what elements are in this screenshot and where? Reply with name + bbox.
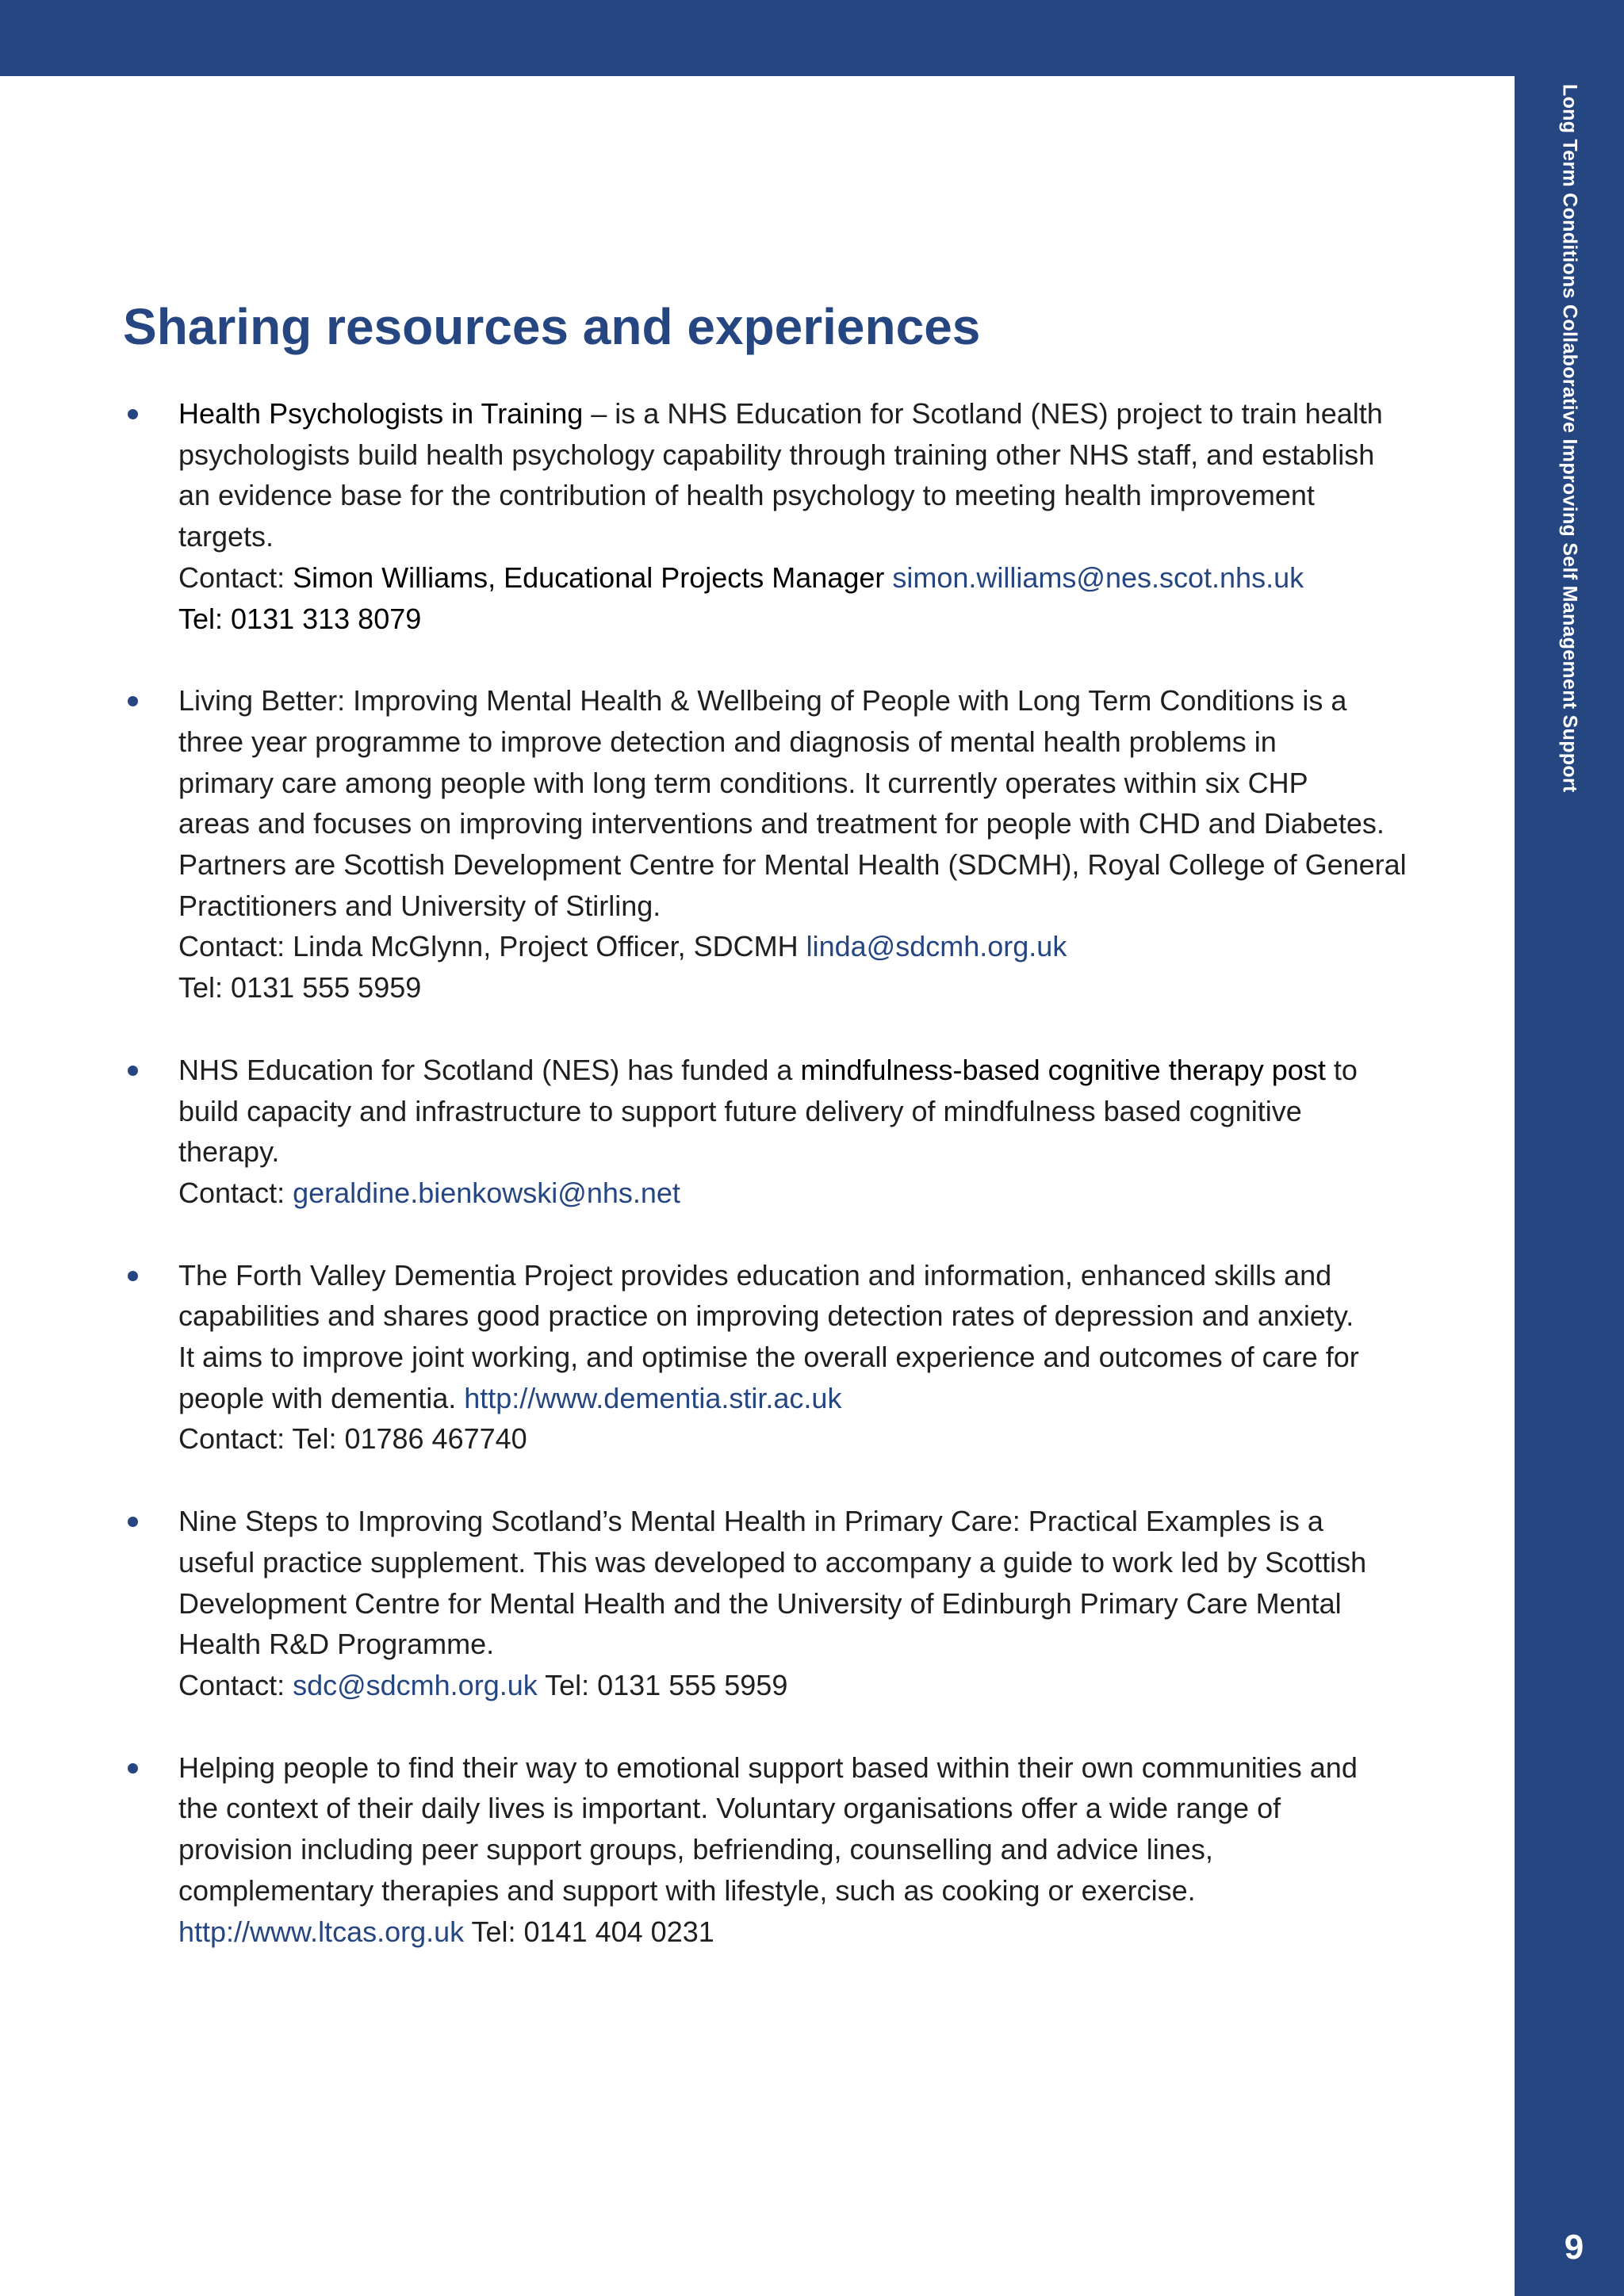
- text-line: [178, 1870, 1455, 1911]
- text-segment: an evidence base for the contribution of health psychology to meeting health improvement: [178, 479, 1315, 512]
- text-line: [178, 1378, 1455, 1419]
- text-segment: three year programme to improve detection and diagnosis of mental health problems in: [178, 725, 1277, 758]
- resource-list: [123, 393, 1455, 1993]
- text-segment: [884, 561, 892, 594]
- text-line: [178, 1255, 1455, 1296]
- text-line: [178, 1542, 1455, 1583]
- sidebar-title: Long Term Conditions Collaborative Improving Self Management Support: [1558, 84, 1581, 793]
- resource-item: [123, 1501, 1455, 1706]
- text-line: [178, 967, 1455, 1008]
- text-line: [178, 680, 1455, 721]
- text-line: [178, 1624, 1455, 1665]
- bullet-icon: [128, 696, 138, 706]
- text-segment: Living Better: Improving Mental Health & Wellbeing of People with Long Term Conditions is a: [178, 684, 1347, 718]
- text-line: [178, 1295, 1455, 1337]
- contact-link[interactable]: http://www.dementia.stir.ac.uk: [464, 1381, 842, 1414]
- text-segment: Tel: 0131 555 5959: [537, 1668, 788, 1701]
- resource-item: [123, 1255, 1455, 1460]
- text-segment: Development Centre for Mental Health and the University of Edinburgh Primary Care Mental: [178, 1586, 1342, 1620]
- bullet-icon: [128, 1517, 138, 1527]
- text-line: [178, 1501, 1455, 1542]
- top-header-band: [0, 0, 1624, 76]
- text-line: [178, 1131, 1455, 1173]
- text-segment: Health Psychologists in Training: [178, 397, 584, 430]
- page-heading: Sharing resources and experiences: [123, 298, 981, 355]
- text-segment: Tel: 0141 404 0231: [464, 1915, 714, 1948]
- text-segment: targets.: [178, 520, 274, 553]
- text-segment: Practitioners and University of Stirling.: [178, 889, 661, 922]
- text-segment: – is a NHS Education for Scotland (NES) project to train health: [583, 397, 1383, 430]
- text-segment: primary care among people with long term conditions. It currently operates within six CHP: [178, 766, 1308, 799]
- text-segment: Tel: 0131 555 5959: [178, 971, 422, 1004]
- text-segment: Helping people to find their way to emotional support based within their own communities and: [178, 1751, 1358, 1784]
- text-line: [178, 1665, 1455, 1706]
- text-line: [178, 1091, 1455, 1132]
- text-line: [178, 475, 1455, 516]
- text-segment: Contact: Linda McGlynn, Project Officer, SDCMH: [178, 930, 806, 963]
- text-line: [178, 393, 1455, 434]
- text-line: [178, 1050, 1455, 1091]
- text-line: [178, 1337, 1455, 1378]
- text-segment: The Forth Valley Dementia Project provides education and information, enhanced skills and: [178, 1258, 1332, 1292]
- text-line: [178, 1173, 1455, 1214]
- bullet-icon: [128, 1763, 138, 1774]
- text-segment: build capacity and infrastructure to support future delivery of mindfulness based cognitive: [178, 1094, 1302, 1127]
- text-line: [178, 1911, 1455, 1953]
- text-line: [178, 599, 1455, 640]
- text-line: [178, 557, 1455, 599]
- text-segment: therapy.: [178, 1135, 280, 1169]
- text-line: [178, 434, 1455, 476]
- text-segment: Contact:: [178, 1668, 293, 1701]
- text-segment: mindfulness-based cognitive therapy post: [800, 1053, 1326, 1086]
- text-line: [178, 1829, 1455, 1870]
- text-segment: provision including peer support groups, befriending, counselling and advice lines,: [178, 1833, 1213, 1866]
- text-segment: complementary therapies and support with lifestyle, such as cooking or exercise.: [178, 1873, 1196, 1907]
- text-segment: capabilities and shares good practice on improving detection rates of depression and anxiety.: [178, 1299, 1354, 1333]
- text-line: [178, 926, 1455, 967]
- text-line: [178, 886, 1455, 927]
- text-segment: Health R&D Programme.: [178, 1628, 495, 1661]
- resource-item: [123, 680, 1455, 1008]
- text-segment: Contact:: [178, 1176, 293, 1209]
- contact-link[interactable]: http://www.ltcas.org.uk: [178, 1915, 465, 1948]
- text-line: [178, 763, 1455, 804]
- text-segment: to: [1325, 1053, 1358, 1086]
- contact-link[interactable]: sdc@sdcmh.org.uk: [293, 1668, 538, 1701]
- text-line: [178, 721, 1455, 763]
- bullet-icon: [128, 1066, 138, 1076]
- text-segment: areas and focuses on improving interventions and treatment for people with CHD and Diabetes.: [178, 807, 1385, 840]
- contact-link[interactable]: simon.williams@nes.scot.nhs.uk: [892, 561, 1304, 594]
- contact-link[interactable]: geraldine.bienkowski@nhs.net: [293, 1176, 680, 1209]
- text-segment: Tel: 0131 313 8079: [178, 602, 422, 635]
- text-line: [178, 844, 1455, 886]
- text-segment: Contact:: [178, 561, 293, 594]
- text-line: [178, 803, 1455, 844]
- text-segment: the context of their daily lives is important. Voluntary organisations offer a wide range of: [178, 1792, 1281, 1825]
- bullet-icon: [128, 1271, 138, 1281]
- text-line: [178, 1583, 1455, 1624]
- page-number: 9: [1564, 2228, 1584, 2267]
- text-segment: Partners are Scottish Development Centre for Mental Health (SDCMH), Royal College of General: [178, 848, 1407, 882]
- contact-link[interactable]: linda@sdcmh.org.uk: [806, 930, 1067, 963]
- text-line: [178, 1747, 1455, 1789]
- text-segment: Nine Steps to Improving Scotland’s Mental Health in Primary Care: Practical Examples is a: [178, 1505, 1323, 1538]
- text-segment: Simon Williams, Educational Projects Manager: [293, 561, 885, 594]
- text-segment: people with dementia.: [178, 1381, 465, 1414]
- resource-item: [123, 1747, 1455, 1953]
- text-segment: Contact: Tel: 01786 467740: [178, 1422, 527, 1456]
- text-line: [178, 1418, 1455, 1460]
- resource-item: [123, 393, 1455, 639]
- resource-item: [123, 1050, 1455, 1214]
- text-segment: NHS Education for Scotland (NES) has funded a: [178, 1053, 801, 1086]
- text-segment: psychologists build health psychology capability through training other NHS staff, and establish: [178, 438, 1375, 471]
- text-line: [178, 516, 1455, 557]
- text-segment: useful practice supplement. This was developed to accompany a guide to work led by Scottish: [178, 1545, 1367, 1578]
- bullet-icon: [128, 409, 138, 419]
- text-segment: It aims to improve joint working, and optimise the overall experience and outcomes of care for: [178, 1341, 1359, 1374]
- text-line: [178, 1788, 1455, 1829]
